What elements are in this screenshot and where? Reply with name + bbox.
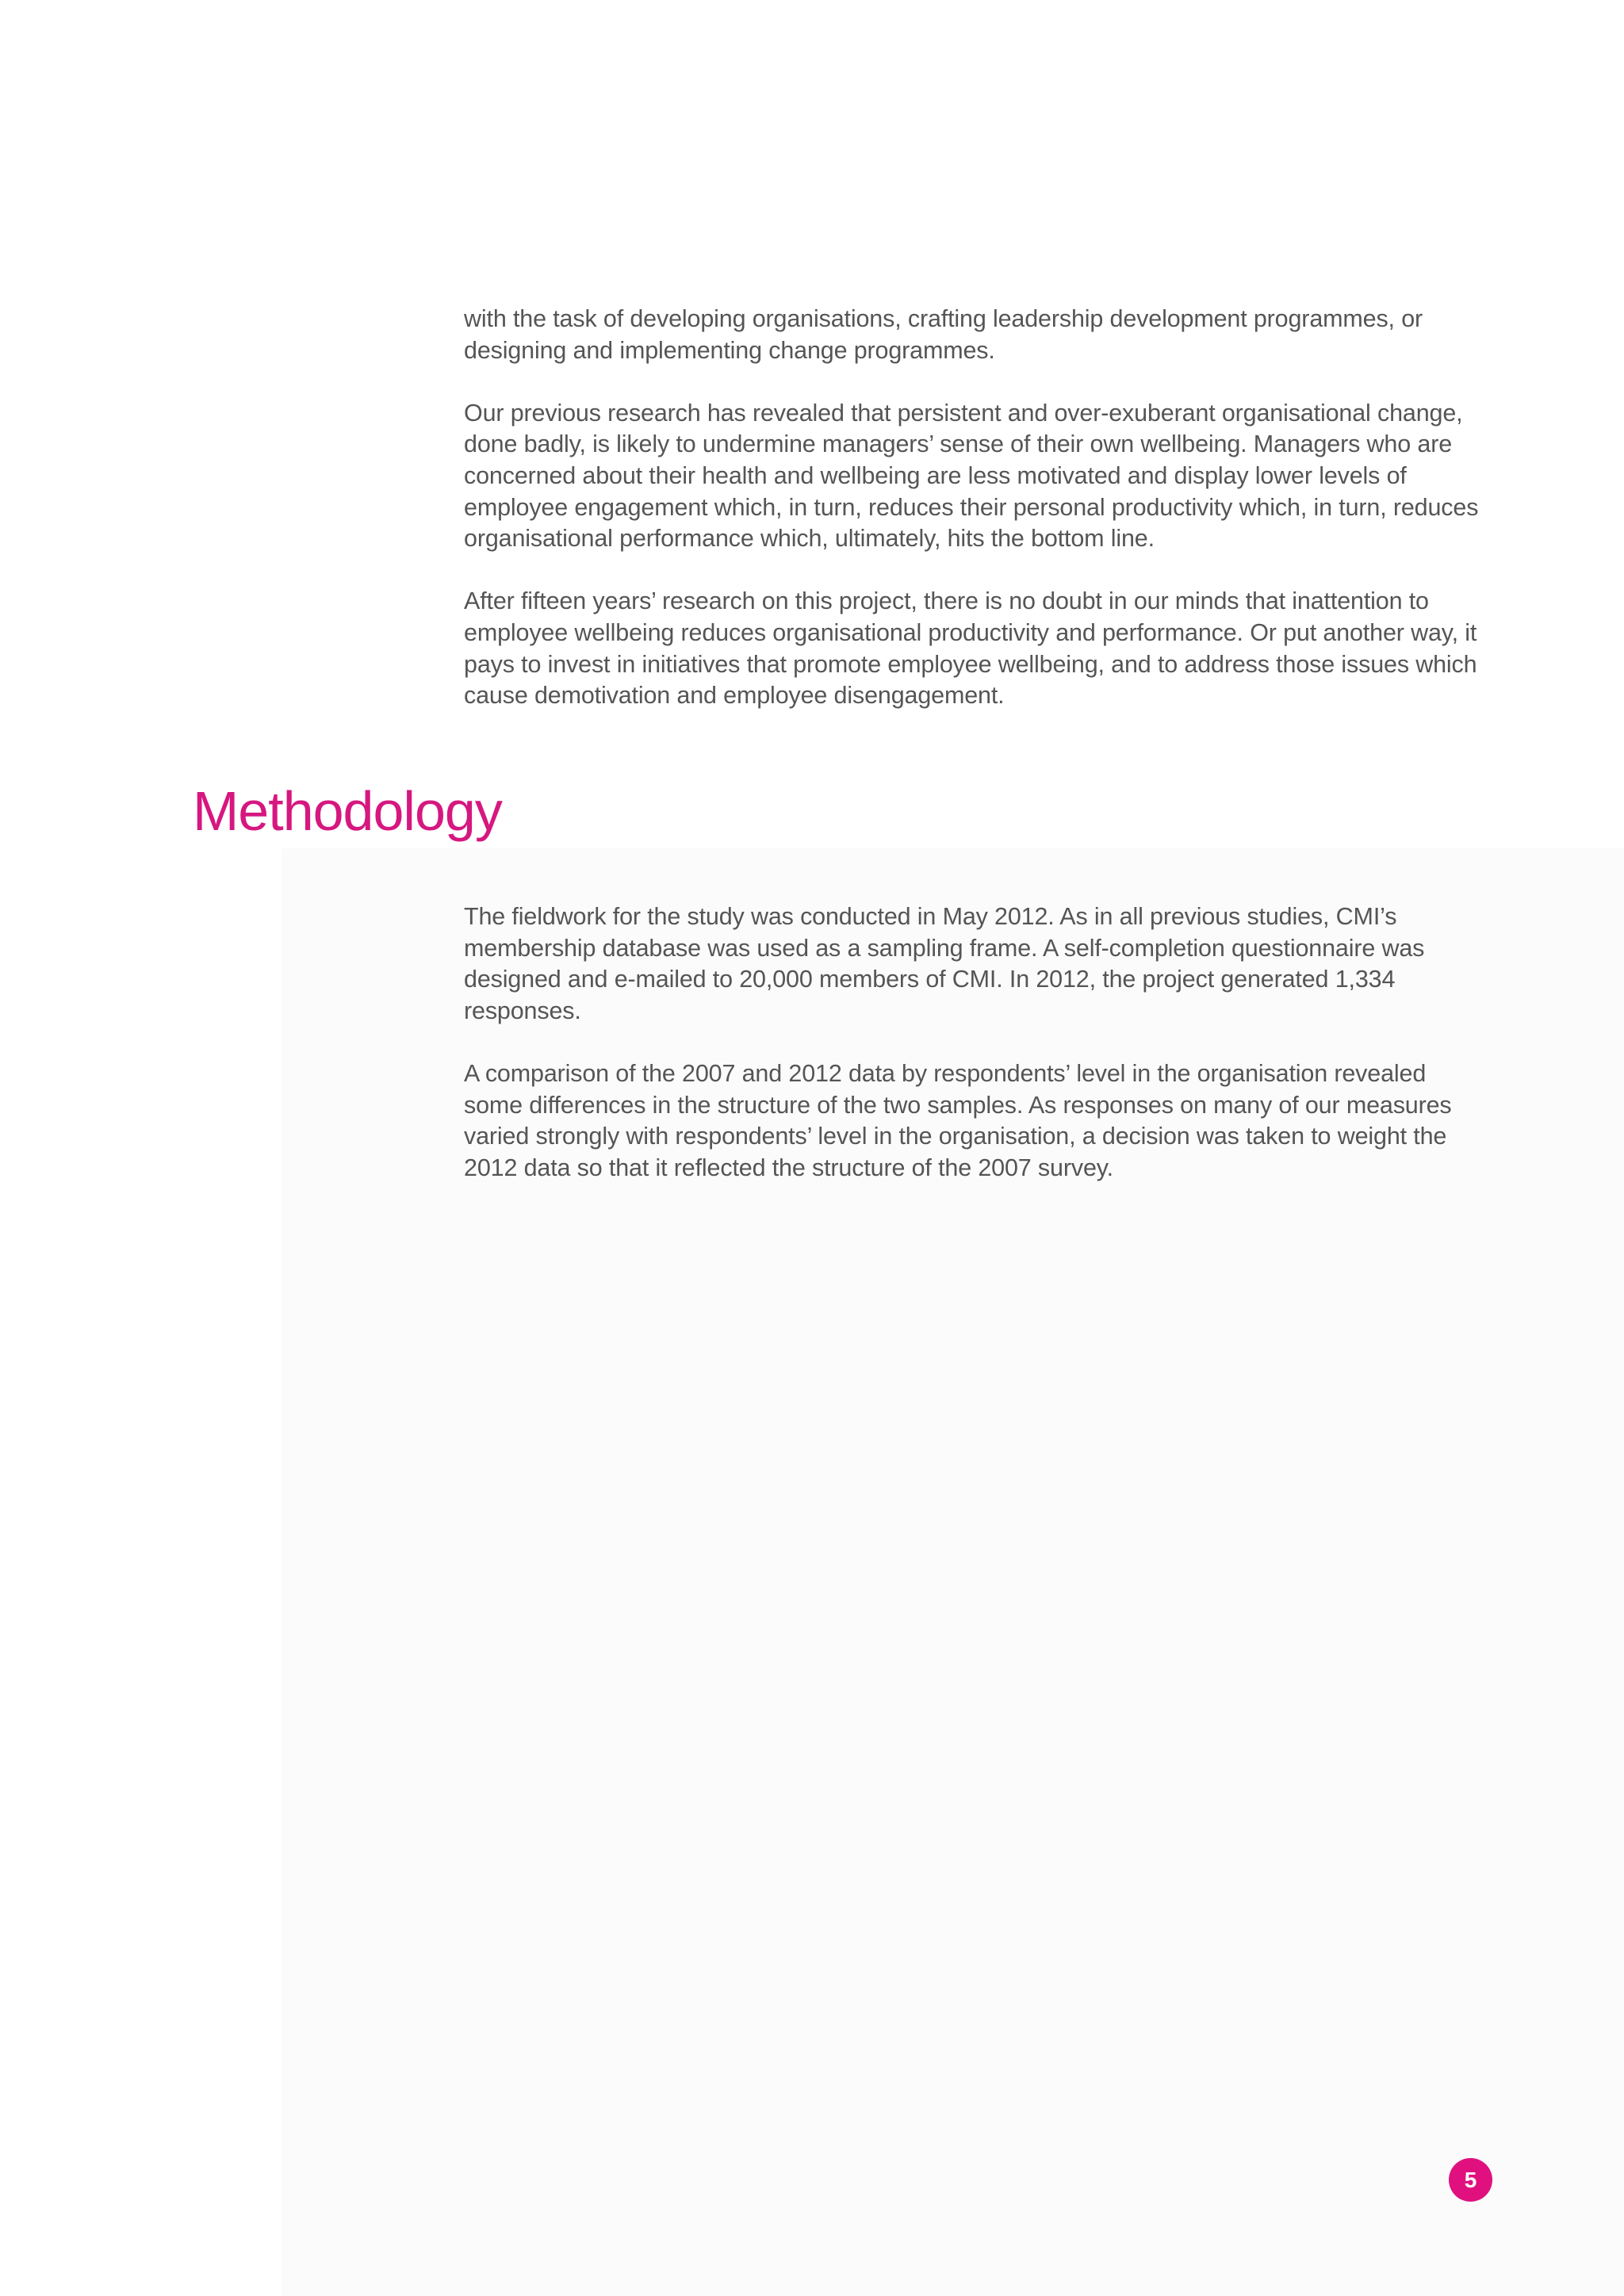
methodology-text-block (464, 901, 1483, 1184)
page-number-badge: 5 (1449, 2158, 1492, 2202)
intro-paragraph-3: After fifteen years’ research on this project, there is no doubt in our minds that inattention to employee wellbeing reduces organisational productivity and performance. Or put another way, it pays to invest in initiatives that promote employee wellbeing, and to address those issues which cause demotivation and employee disengagement. (464, 587, 1477, 710)
intro-paragraph-1: with the task of developing organisations, crafting leadership development programmes, or designing and implementing change programmes. (464, 305, 1423, 364)
methodology-heading: Methodology (193, 780, 502, 842)
methodology-paragraph-1: The fieldwork for the study was conducted in May 2012. As in all previous studies, CMI’s membership database was used as a sampling frame. A self-completion questionnaire was designed and e-mailed to 20,000 members of CMI. In 2012, the project generated 1,334 responses. (464, 903, 1425, 1024)
methodology-paragraph-2: A comparison of the 2007 and 2012 data by respondents’ level in the organisation revealed some differences in the structure of the two samples. As responses on many of our measures varied strongly with respondents’ level in the organisation, a decision was taken to weight the 2012 data so that it reflected the structure of the 2007 survey. (464, 1059, 1452, 1181)
intro-paragraph-2: Our previous research has revealed that persistent and over-exuberant organisational change, done badly, is likely to undermine managers’ sense of their own wellbeing. Managers who are concerned about their health and wellbeing are less motivated and display lower levels of employee engagement which, in turn, reduces their personal productivity which, in turn, reduces organisational performance which, ultimately, hits the bottom line. (464, 399, 1479, 553)
intro-text-block (464, 304, 1483, 712)
